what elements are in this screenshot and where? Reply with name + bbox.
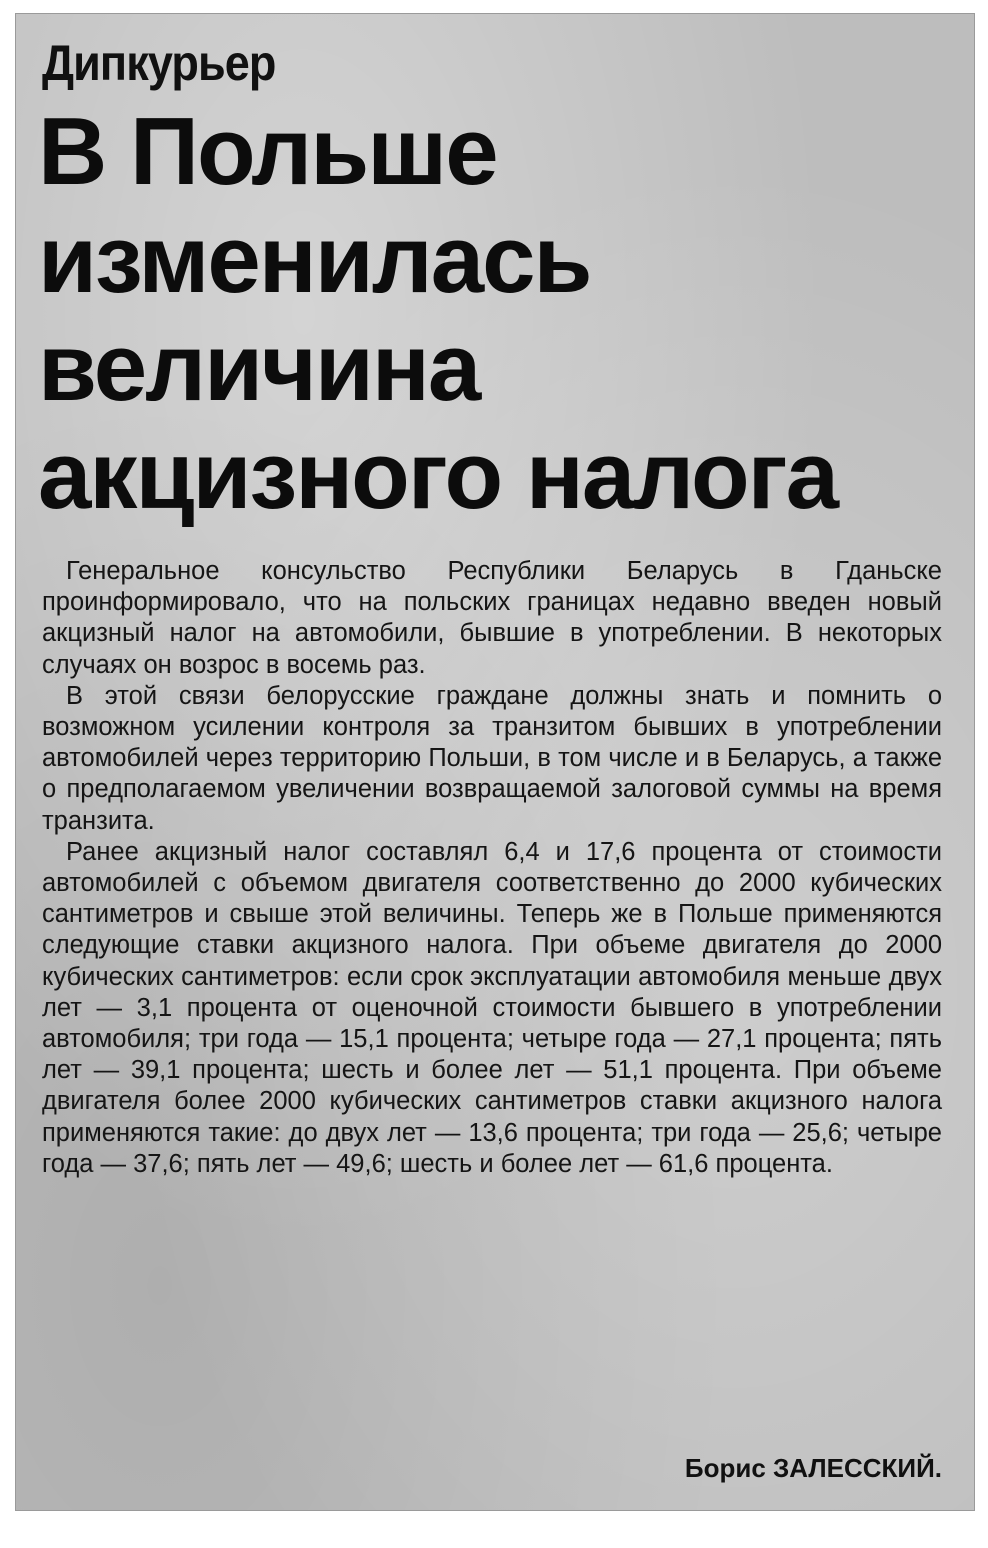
author-signature: Борис ЗАЛЕССКИЙ. <box>684 1453 942 1483</box>
paragraph-1: Генеральное консульство Республики Беларусь в Гданьске проинформировало, что на польских границах недавно введен новый акцизный налог на автомобили, бывшие в употреблении. В некоторых случаях он возрос в восемь раз. <box>42 557 942 679</box>
article-body <box>42 556 942 1180</box>
headline <box>38 98 837 530</box>
headline-line-3: величина <box>38 314 480 421</box>
paragraph-2: В этой связи белорусские граждане должны знать и помнить о возможном усилении контроля за транзитом бывших в употреблении автомобилей через территорию Польши, в том числе и в Беларусь, а также о предполагаемом увеличении возвращаемой залоговой суммы на время транзита. <box>42 681 942 835</box>
headline-line-4: акцизного налога <box>38 422 837 529</box>
newspaper-clipping <box>16 14 974 1510</box>
headline-line-2: изменилась <box>38 206 591 313</box>
paragraph-3: Ранее акцизный налог составлял 6,4 и 17,6 процента от стоимости автомобилей с объемом двигателя соответственно до 2000 кубических сантиметров и свыше этой величины. Теперь же в Польше применяются следующие ставки акцизного налога. При объеме двигателя до 2000 кубических сантиметров: если срок эксплуатации автомобиля меньше двух лет — 3,1 процента от оценочной стоимости бывшего в употреблении автомобиля; три года — 15,1 процента; четыре года — 27,1 процента; пять лет — 39,1 процента; шесть и более лет — 51,1 процента. При объеме двигателя более 2000 кубических сантиметров ставки акцизного налога применяются такие: до двух лет — 13,6 процента; три года — 25,6; четыре года — 37,6; пять лет — 49,6; шесть и более лет — 61,6 процента. <box>42 837 942 1178</box>
rubric-title: Дипкурьер <box>42 35 276 91</box>
headline-line-1: В Польше <box>38 98 497 205</box>
